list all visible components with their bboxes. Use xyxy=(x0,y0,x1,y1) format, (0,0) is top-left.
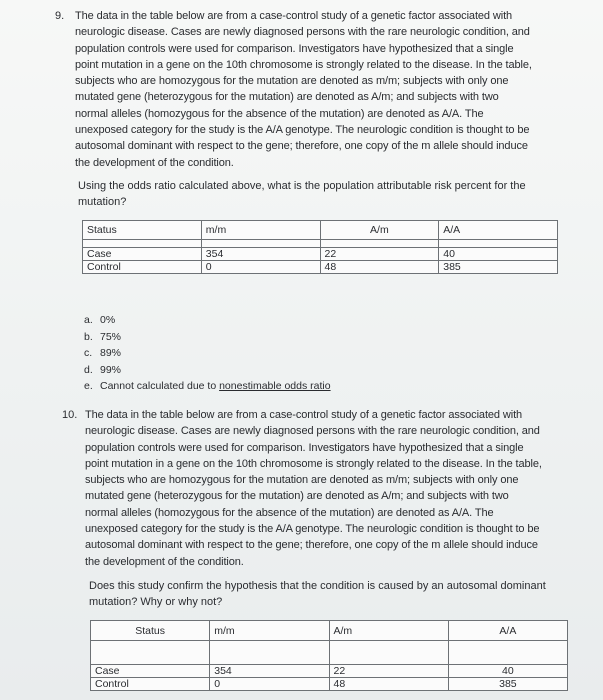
header-mm: m/m xyxy=(210,621,329,641)
q9-line: The data in the table below are from a case-control study of a genetic factor associated with xyxy=(75,10,513,22)
cell-mm: 354 xyxy=(201,248,320,261)
option-letter: d. xyxy=(84,363,93,376)
q9-line: autosomal dominant with respect to the gene; therefore, one copy of the m allele should induce xyxy=(75,140,528,153)
header-mm: m/m xyxy=(201,221,320,240)
q9-line: population controls were used for comparison. Investigators have hypothesized that a single xyxy=(75,42,514,55)
q10-line: the development of the condition. xyxy=(85,555,244,568)
option-letter: e. xyxy=(84,380,93,392)
q9-line: unexposed category for the study is the A/A genotype. The neurologic condition is thought to be xyxy=(75,124,530,137)
table-header-row xyxy=(83,221,558,240)
option-text xyxy=(100,378,331,395)
cell-status: Control xyxy=(91,678,210,691)
q10-line: unexposed category for the study is the A/A genotype. The neurologic condition is thought to be xyxy=(85,523,540,536)
q9-line: point mutation in a gene on the 10th chromosome is strongly related to the disease. In the table, xyxy=(75,58,532,71)
option-a[interactable] xyxy=(84,312,331,329)
cell-status: Case xyxy=(83,248,202,261)
option-text: 75% xyxy=(100,330,122,343)
spacer-cell xyxy=(320,240,439,248)
q9-genotype-table xyxy=(82,220,558,274)
cell-aa: 385 xyxy=(439,261,558,274)
cell-am: 22 xyxy=(320,248,439,261)
option-text: 99% xyxy=(100,363,122,376)
header-am: A/m xyxy=(320,221,439,240)
table-row xyxy=(83,248,558,261)
q10-line: The data in the table below are from a case-control study of a genetic factor associated with xyxy=(85,409,523,421)
header-status: Status xyxy=(91,621,210,641)
cell-status: Control xyxy=(83,261,202,274)
q10-line: point mutation in a gene on the 10th chromosome is strongly related to the disease. In the table, xyxy=(85,457,542,470)
q9-options xyxy=(84,312,331,395)
q9-number: 9. xyxy=(55,10,65,22)
q9-prompt-line: mutation? xyxy=(78,196,127,208)
q9-prompt xyxy=(78,178,593,210)
cell-status: Case xyxy=(91,665,210,678)
spacer-cell xyxy=(210,641,329,665)
cell-am: 48 xyxy=(320,261,439,274)
option-letter: a. xyxy=(84,314,93,326)
cell-mm: 0 xyxy=(201,261,320,274)
spacer-cell xyxy=(83,240,202,248)
table-spacer-row xyxy=(83,240,558,248)
header-aa: A/A xyxy=(448,621,567,641)
cell-am: 48 xyxy=(329,678,448,691)
option-d[interactable] xyxy=(84,362,331,379)
q10-line: neurologic disease. Cases are newly diagnosed persons with the rare neurologic condition, and xyxy=(85,425,540,438)
spacer-cell xyxy=(439,240,558,248)
table-row xyxy=(83,261,558,274)
table-row xyxy=(91,678,568,691)
q10-body xyxy=(85,407,597,570)
option-text: 0% xyxy=(100,314,116,326)
q9-line: mutated gene (heterozygous for the mutation) are denoted as A/m; and subjects with two xyxy=(75,91,499,104)
header-aa: A/A xyxy=(439,221,558,240)
q9-body xyxy=(75,8,595,171)
cell-am: 22 xyxy=(329,665,448,678)
q10-line: mutated gene (heterozygous for the mutation) are denoted as A/m; and subjects with two xyxy=(85,490,509,503)
option-letter: b. xyxy=(84,330,93,343)
q10-line: normal alleles (homozygous for the absence of the mutation) are denoted as A/A. The xyxy=(85,506,494,519)
option-b[interactable] xyxy=(84,329,331,346)
cell-aa: 40 xyxy=(439,248,558,261)
q9-line: the development of the condition. xyxy=(75,156,234,169)
q10-number: 10. xyxy=(62,409,78,421)
table-header-row xyxy=(91,621,568,641)
spacer-cell xyxy=(329,641,448,665)
q9-line: neurologic disease. Cases are newly diagnosed persons with the rare neurologic condition, and xyxy=(75,26,530,39)
q10-prompt xyxy=(89,578,594,610)
q9-line: subjects who are homozygous for the mutation are denoted as m/m; subjects with only one xyxy=(75,75,509,88)
q9-prompt-line: Using the odds ratio calculated above, what is the population attributable risk percent for the xyxy=(78,180,526,192)
table-row xyxy=(91,665,568,678)
option-e[interactable] xyxy=(84,378,331,395)
spacer-cell xyxy=(448,641,567,665)
cell-aa: 385 xyxy=(448,678,567,691)
q10-line: population controls were used for comparison. Investigators have hypothesized that a single xyxy=(85,441,524,454)
header-am: A/m xyxy=(329,621,448,641)
q9-line: normal alleles (homozygous for the absence of the mutation) are denoted as A/A. The xyxy=(75,107,484,120)
q10-genotype-table xyxy=(90,620,568,691)
option-letter: c. xyxy=(84,347,93,359)
q10-prompt-line: mutation? Why or why not? xyxy=(89,596,223,608)
option-text-underlined: nonestimable odds ratio xyxy=(219,380,331,392)
option-c[interactable] xyxy=(84,345,331,362)
table-spacer-row xyxy=(91,641,568,665)
cell-mm: 354 xyxy=(210,665,329,678)
option-text-plain: Cannot calculated due to xyxy=(100,380,220,392)
option-text: 89% xyxy=(100,347,122,359)
cell-aa: 40 xyxy=(448,665,567,678)
header-status: Status xyxy=(83,221,202,240)
q10-prompt-line: Does this study confirm the hypothesis that the condition is caused by an autosomal dominant xyxy=(89,580,546,592)
q10-line: autosomal dominant with respect to the gene; therefore, one copy of the m allele should induce xyxy=(85,539,538,552)
spacer-cell xyxy=(201,240,320,248)
spacer-cell xyxy=(91,641,210,665)
cell-mm: 0 xyxy=(210,678,329,691)
q10-line: subjects who are homozygous for the mutation are denoted as m/m; subjects with only one xyxy=(85,474,519,487)
